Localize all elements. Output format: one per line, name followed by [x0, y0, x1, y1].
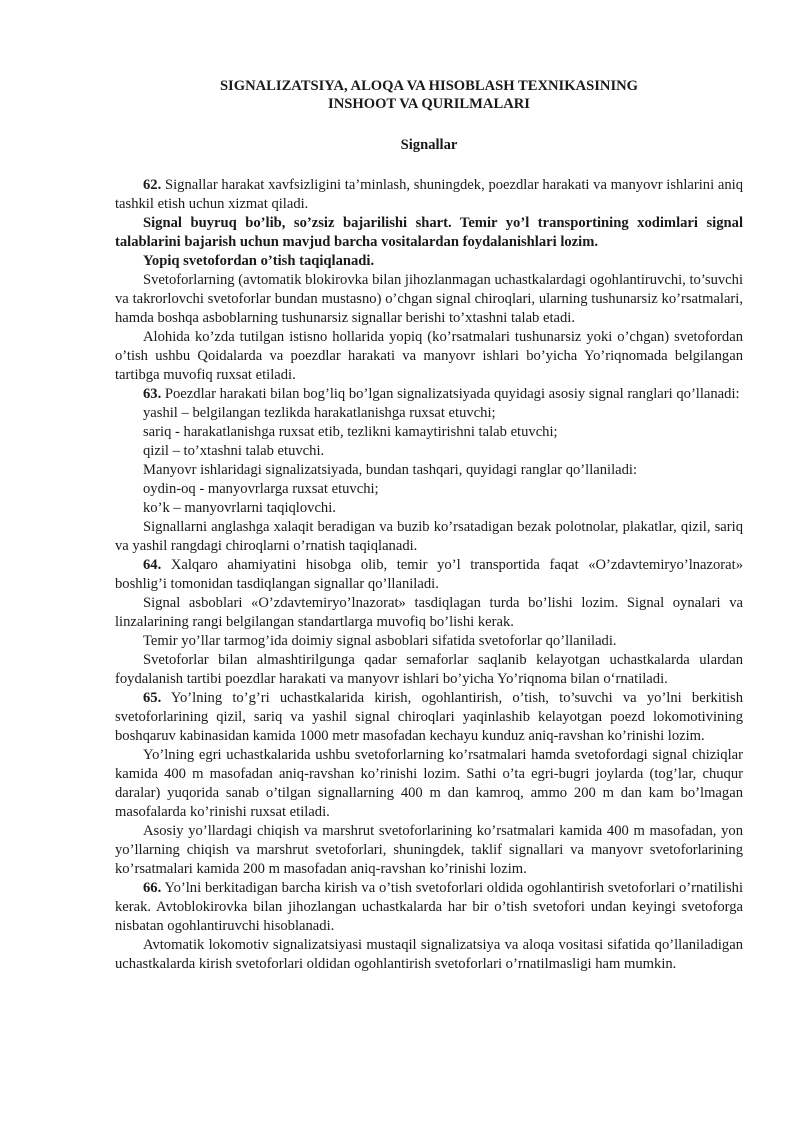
section-heading: Signallar	[400, 137, 458, 153]
paragraph-text: Poezdlar harakati bilan bog’liq bo’lgan signalizatsiyada quyidagi asosiy signal ranglari qo’llanadi:	[161, 386, 740, 402]
paragraph-64	[115, 556, 743, 594]
document-title	[115, 77, 743, 113]
paragraph-63	[115, 385, 743, 404]
paragraph-text: Temir yo’llar tarmog’ida doimiy signal asboblari sifatida svetoforlar qo’llaniladi.	[143, 633, 617, 649]
paragraph-text: Asosiy yo’llardagi chiqish va marshrut svetoforlarining ko’rsatmalari kamida 400 m masofadan, yon yo’llarning chiqish va marshrut svetoforlari, shuningdek, taklif signallari va manyovr svetoforlarining ko’rsatmalari kamida 200 m masofadan aniq-ravshan ko’rinishi lozim.	[115, 823, 743, 877]
list-item-blue	[115, 499, 743, 518]
paragraph-text: Signallarni anglashga xalaqit beradigan va buzib ko’rsatadigan bezak polotnolar, plakatlar, qizil, sariq va yashil rangdagi chiroqlarni o’rnatish taqiqlanadi.	[115, 519, 743, 554]
paragraph-66	[115, 879, 743, 936]
paragraph-text: sariq - harakatlanishga ruxsat etib, tezlikni kamaytirishni talab etuvchi;	[143, 424, 558, 440]
clause-number: 64.	[143, 557, 162, 573]
paragraph-text: Svetoforlar bilan almashtirilgunga qadar semaforlar saqlanib kelayotgan uchastkalarda ulardan foydalanish tartibi poezdlar harakati va manyovr ishlari bo’yicha Yo’riqnoma bilan o‘rnatiladi.	[115, 652, 743, 687]
paragraph-text: Yopiq svetofordan o’tish taqiqlanadi.	[143, 253, 375, 269]
list-item-white	[115, 480, 743, 499]
paragraph-text: qizil – to’xtashni talab etuvchi.	[143, 443, 325, 459]
clause-number: 62.	[143, 177, 162, 193]
paragraph-decorations-prohibited	[115, 518, 743, 556]
paragraph-extinguished-signals	[115, 271, 743, 328]
paragraph-text: Signal buyruq bo’lib, so’zsiz bajarilishi shart. Temir yo’l transportining xodimlari signal talablarini bajarish uchun mavjud barcha vositalardan foydalanishlari lozim.	[115, 215, 743, 250]
document-body	[115, 176, 743, 974]
paragraph-exceptions	[115, 328, 743, 385]
paragraph-semaphores	[115, 651, 743, 689]
paragraph-text: ko’k – manyovrlarni taqiqlovchi.	[143, 500, 336, 516]
paragraph-text: Yo’lning egri uchastkalarida ushbu svetoforlarning ko’rsatmalari hamda svetofordagi signal chiziqlar kamida 400 m masofadan aniq-ravshan ko’rinishi lozim. Sathi o’ta egri-bugri joylarda (tog’lar, chuqur daralar) yuqorida sanab o’tilgan signallarning 400 m dan kamroq, ammo 200 m dan kam bo’lmagan masofalarda ko’rinishi ruxsat etiladi.	[115, 747, 743, 820]
paragraph-text: Yo’lni berkitadigan barcha kirish va o’tish svetoforlari oldida ogohlantirish svetoforlari o’rnatilishi kerak. Avtoblokirovka bilan jihozlangan uchastkalarda har bir o’tish svetofori undan keyingi svetoforga nisbatan ogohlantiruvchi hisoblanadi.	[115, 880, 743, 934]
paragraph-text: Yo’lning to’g’ri uchastkalarida kirish, ogohlantirish, o’tish, to’suvchi va yo’lni berkitish svetoforlarining qizil, sariq va yashil signal chiroqlari yaqinlashib kelayotgan poezd lokomotivining boshqaruv kabinasidan kamida 1000 metr masofadan kechayu kunduz aniq-ravshan ko’rinishi lozim.	[115, 690, 743, 744]
paragraph-signal-devices	[115, 594, 743, 632]
paragraph-main-tracks	[115, 822, 743, 879]
paragraph-shunting-colors	[115, 461, 743, 480]
paragraph-text: Signallar harakat xavfsizligini ta’minlash, shuningdek, poezdlar harakati va manyovr ishlarini aniq tashkil etish uchun xizmat qiladi.	[115, 177, 743, 212]
paragraph-text: Xalqaro ahamiyatini hisobga olib, temir yo’l transportida faqat «O’zdavtemiryo’lnazorat» boshlig’i tomonidan tasdiqlangan signallar qo’llaniladi.	[115, 557, 743, 592]
list-item-red	[115, 442, 743, 461]
title-line-2: INSHOOT VA QURILMALARI	[328, 96, 530, 112]
paragraph-signal-mandatory	[115, 214, 743, 252]
paragraph-permanent-signals	[115, 632, 743, 651]
paragraph-text: Alohida ko’zda tutilgan istisno hollarida yopiq (ko’rsatmalari tushunarsiz yoki o’chgan) svetofordan o’tish ushbu Qoidalarda va poezdlar harakati va manyovr ishlari bo’yicha Yo’riqnomada belgilangan tartibga muvofiq ruxsat etiladi.	[115, 329, 743, 383]
clause-number: 66.	[143, 880, 162, 896]
clause-number: 65.	[143, 690, 162, 706]
clause-number: 63.	[143, 386, 162, 402]
paragraph-automatic-signalling	[115, 936, 743, 974]
paragraph-text: yashil – belgilangan tezlikda harakatlanishga ruxsat etuvchi;	[143, 405, 496, 421]
paragraph-curved-sections	[115, 746, 743, 822]
list-item-yellow	[115, 423, 743, 442]
paragraph-65	[115, 689, 743, 746]
paragraph-closed-signal-prohibited	[115, 252, 743, 271]
paragraph-text: Svetoforlarning (avtomatik blokirovka bilan jihozlanmagan uchastkalardagi ogohlantiruvchi, to’suvchi va takrorlovchi svetoforlar bundan mustasno) o’chgan signal chiroqlari, ularning tushunarsiz ko’rsatmalari, hamda boshqa asboblarning tushunarsiz signallar berishi to’xtashni talab etadi.	[115, 272, 743, 326]
list-item-green	[115, 404, 743, 423]
paragraph-text: oydin-oq - manyovrlarga ruxsat etuvchi;	[143, 481, 379, 497]
title-line-1: SIGNALIZATSIYA, ALOQA VA HISOBLASH TEXNIKASINING	[219, 78, 639, 94]
paragraph-62	[115, 176, 743, 214]
paragraph-text: Avtomatik lokomotiv signalizatsiyasi mustaqil signalizatsiya va aloqa vositasi sifatida qo’llaniladigan uchastkalarda kirish svetoforlari oldidan ogohlantirish svetoforlari o’rnatilmasligi ham mumkin.	[115, 937, 743, 972]
paragraph-text: Signal asboblari «O’zdavtemiryo’lnazorat» tasdiqlagan turda bo’lishi lozim. Signal oynalari va linzalarining rangi belgilangan standartlarga muvofiq bo’lishi kerak.	[115, 595, 743, 630]
paragraph-text: Manyovr ishlaridagi signalizatsiyada, bundan tashqari, quyidagi ranglar qo’llaniladi:	[143, 462, 638, 478]
